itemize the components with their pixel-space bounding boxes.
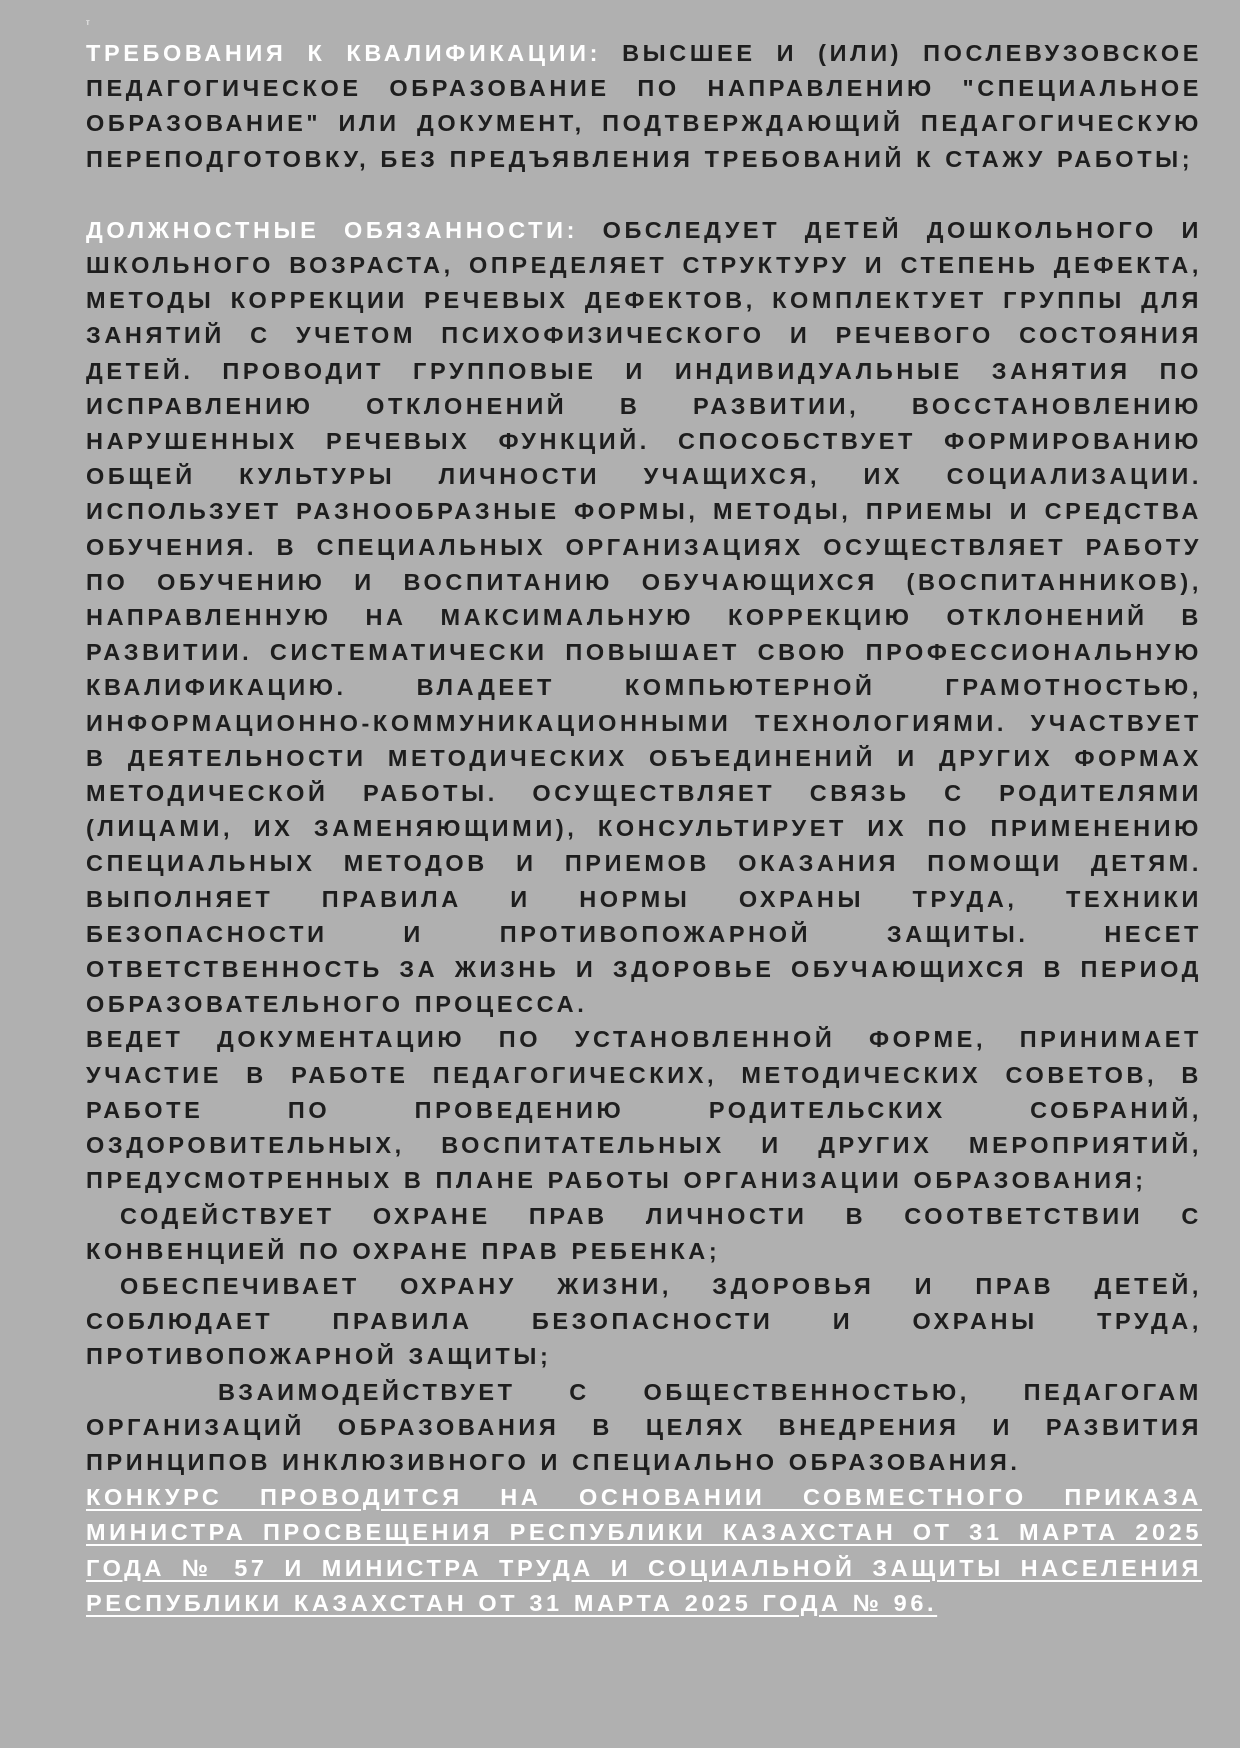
duties-paragraph	[86, 213, 1202, 1023]
document-body	[86, 36, 1202, 1621]
qualification-paragraph	[86, 36, 1202, 177]
duties-label: ДОЛЖНОСТНЫЕ ОБЯЗАННОСТИ:	[86, 216, 603, 243]
top-mark: т	[86, 18, 90, 27]
community-paragraph: ВЗАИМОДЕЙСТВУЕТ С ОБЩЕСТВЕННОСТЬЮ, ПЕДАГОГАМ ОРГАНИЗАЦИЙ ОБРАЗОВАНИЯ В ЦЕЛЯХ ВНЕДРЕНИЯ И РАЗВИТИЯ ПРИНЦИПОВ ИНКЛЮЗИВНОГО И СПЕЦИАЛЬНО ОБРАЗОВАНИЯ.	[86, 1378, 1202, 1475]
legal-basis-link[interactable]: КОНКУРС ПРОВОДИТСЯ НА ОСНОВАНИИ СОВМЕСТНОГО ПРИКАЗА МИНИСТРА ПРОСВЕЩЕНИЯ РЕСПУБЛИКИ КАЗАХСТАН ОТ 31 МАРТА 2025 ГОДА № 57 И МИНИСТРА ТРУДА И СОЦИАЛЬНОЙ ЗАЩИТЫ НАСЕЛЕНИЯ РЕСПУБЛИКИ КАЗАХСТАН ОТ 31 МАРТА 2025 ГОДА № 96.	[86, 1484, 1202, 1616]
rights-paragraph: СОДЕЙСТВУЕТ ОХРАНЕ ПРАВ ЛИЧНОСТИ В СООТВЕТСТВИИ С КОНВЕНЦИЕЙ ПО ОХРАНЕ ПРАВ РЕБЕНКА;	[86, 1202, 1202, 1264]
safety-paragraph: ОБЕСПЕЧИВАЕТ ОХРАНУ ЖИЗНИ, ЗДОРОВЬЯ И ПРАВ ДЕТЕЙ, СОБЛЮДАЕТ ПРАВИЛА БЕЗОПАСНОСТИ И ОХРАНЫ ТРУДА, ПРОТИВОПОЖАРНОЙ ЗАЩИТЫ;	[86, 1272, 1202, 1370]
qualification-label: ТРЕБОВАНИЯ К КВАЛИФИКАЦИИ:	[86, 40, 623, 66]
qualification-text: ВЫСШЕЕ И (ИЛИ) ПОСЛЕВУЗОВСКОЕ ПЕДАГОГИЧЕСКОЕ ОБРАЗОВАНИЕ ПО НАПРАВЛЕНИЮ "СПЕЦИАЛЬНОЕ ОБРАЗОВАНИЕ" ИЛИ ДОКУМЕНТ, ПОДТВЕРЖДАЮЩИЙ ПЕДАГОГИЧЕСКУЮ ПЕРЕПОДГОТОВКУ, БЕЗ ПРЕДЪЯВЛЕНИЯ ТРЕБОВАНИЙ К СТАЖУ РАБОТЫ;	[86, 40, 1202, 172]
duties-text: ОБСЛЕДУЕТ ДЕТЕЙ ДОШКОЛЬНОГО И ШКОЛЬНОГО ВОЗРАСТА, ОПРЕДЕЛЯЕТ СТРУКТУРУ И СТЕПЕНЬ ДЕФЕКТА, МЕТОДЫ КОРРЕКЦИИ РЕЧЕВЫХ ДЕФЕКТОВ, КОМПЛЕКТУЕТ ГРУППЫ ДЛЯ ЗАНЯТИЙ С УЧЕТОМ ПСИХОФИЗИЧЕСКОГО И РЕЧЕВОГО СОСТОЯНИЯ ДЕТЕЙ. ПРОВОДИТ ГРУППОВЫЕ И ИНДИВИДУАЛЬНЫЕ ЗАНЯТИЯ ПО ИСПРАВЛЕНИЮ ОТКЛОНЕНИЙ В РАЗВИТИИ, ВОССТАНОВЛЕНИЮ НАРУШЕННЫХ РЕЧЕВЫХ ФУНКЦИЙ. СПОСОБСТВУЕТ ФОРМИРОВАНИЮ ОБЩЕЙ КУЛЬТУРЫ ЛИЧНОСТИ УЧАЩИХСЯ, ИХ СОЦИАЛИЗАЦИИ. ИСПОЛЬЗУЕТ РАЗНООБРАЗНЫЕ ФОРМЫ, МЕТОДЫ, ПРИЕМЫ И СРЕДСТВА ОБУЧЕНИЯ. В СПЕЦИАЛЬНЫХ ОРГАНИЗАЦИЯХ ОСУЩЕСТВЛЯЕТ РАБОТУ ПО ОБУЧЕНИЮ И ВОСПИТАНИЮ ОБУЧАЮЩИХСЯ (ВОСПИТАННИКОВ), НАПРАВЛЕННУЮ НА МАКСИМАЛЬНУЮ КОРРЕКЦИЮ ОТКЛОНЕНИЙ В РАЗВИТИИ. СИСТЕМАТИЧЕСКИ ПОВЫШАЕТ СВОЮ ПРОФЕССИОНАЛЬНУЮ КВАЛИФИКАЦИЮ. ВЛАДЕЕТ КОМПЬЮТЕРНОЙ ГРАМОТНОСТЬЮ, ИНФОРМАЦИОННО-КОММУНИКАЦИОННЫМИ ТЕХНОЛОГИЯМИ. УЧАСТВУЕТ В ДЕЯТЕЛЬНОСТИ МЕТОДИЧЕСКИХ ОБЪЕДИНЕНИЙ И ДРУГИХ ФОРМАХ МЕТОДИЧЕСКОЙ РАБОТЫ. ОСУЩЕСТВЛЯЕТ СВЯЗЬ С РОДИТЕЛЯМИ (ЛИЦАМИ, ИХ ЗАМЕНЯЮЩИМИ), КОНСУЛЬТИРУЕТ ИХ ПО ПРИМЕНЕНИЮ СПЕЦИАЛЬНЫХ МЕТОДОВ И ПРИЕМОВ ОКАЗАНИЯ ПОМОЩИ ДЕТЯМ. ВЫПОЛНЯЕТ ПРАВИЛА И НОРМЫ ОХРАНЫ ТРУДА, ТЕХНИКИ БЕЗОПАСНОСТИ И ПРОТИВОПОЖАРНОЙ ЗАЩИТЫ. НЕСЕТ ОТВЕТСТВЕННОСТЬ ЗА ЖИЗНЬ И ЗДОРОВЬЕ ОБУЧАЮЩИХСЯ В ПЕРИОД ОБРАЗОВАТЕЛЬНОГО ПРОЦЕССА.	[86, 216, 1202, 1018]
documentation-paragraph: ВЕДЕТ ДОКУМЕНТАЦИЮ ПО УСТАНОВЛЕННОЙ ФОРМЕ, ПРИНИМАЕТ УЧАСТИЕ В РАБОТЕ ПЕДАГОГИЧЕСКИХ, МЕТОДИЧЕСКИХ СОВЕТОВ, В РАБОТЕ ПО ПРОВЕДЕНИЮ РОДИТЕЛЬСКИХ СОБРАНИЙ, ОЗДОРОВИТЕЛЬНЫХ, ВОСПИТАТЕЛЬНЫХ И ДРУГИХ МЕРОПРИЯТИЙ, ПРЕДУСМОТРЕННЫХ В ПЛАНЕ РАБОТЫ ОРГАНИЗАЦИИ ОБРАЗОВАНИЯ;	[86, 1026, 1202, 1194]
paragraph-spacer	[86, 177, 1202, 213]
